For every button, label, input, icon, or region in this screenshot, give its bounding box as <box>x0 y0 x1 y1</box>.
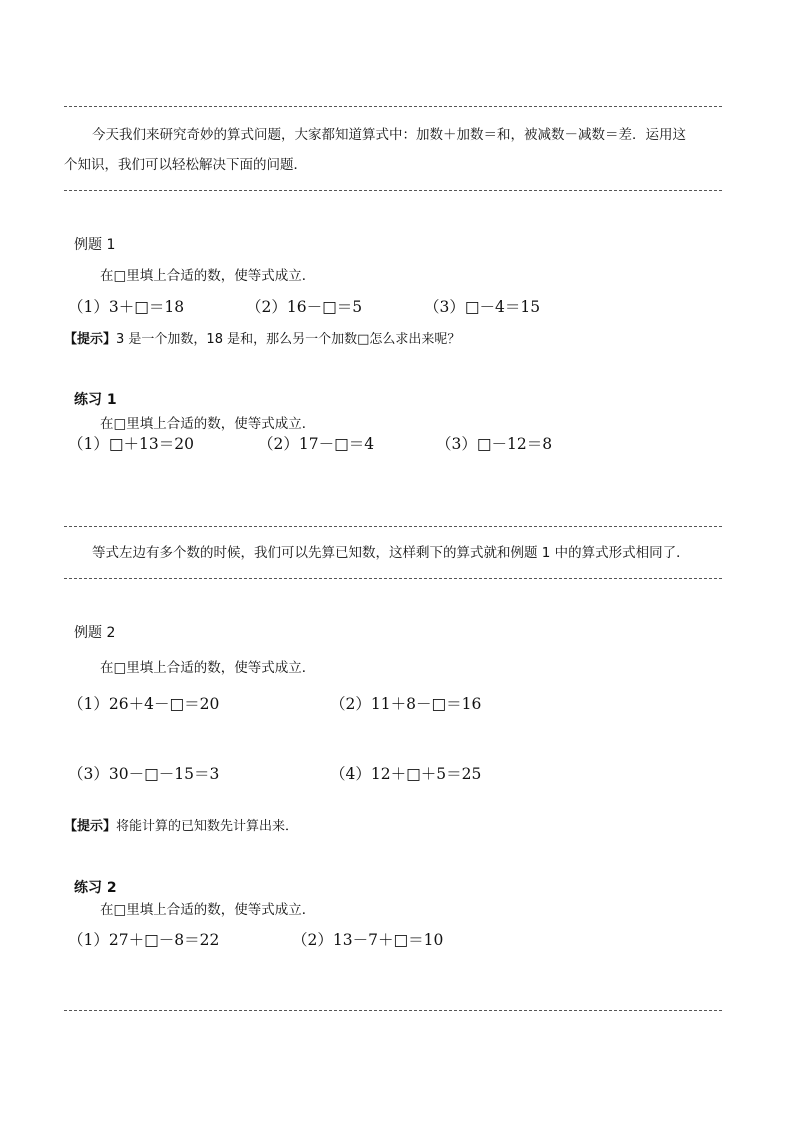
example2-hint-label: 【提示】 <box>64 819 117 834</box>
example2-item-3: （3）30－□－15＝3 <box>68 765 220 783</box>
example1-hint-text: 3 是一个加数，18 是和，那么另一个加数□怎么求出来呢？ <box>116 332 461 347</box>
example2-hint-text: 将能计算的已知数先计算出来． <box>116 819 299 834</box>
intro1-line2: 个知识，我们可以轻松解决下面的问题． <box>64 157 307 173</box>
example2-title: 例题 2 <box>74 625 116 641</box>
divider-top <box>64 106 722 107</box>
example2-item-4: （4）12＋□＋5＝25 <box>330 765 482 783</box>
example2-item-2: （2）11＋8－□＝16 <box>330 695 482 713</box>
divider-intro2-bottom <box>64 578 722 579</box>
practice2-instruction: 在□里填上合适的数，使等式成立． <box>100 902 316 918</box>
example1-instruction: 在□里填上合适的数，使等式成立． <box>100 268 316 284</box>
divider-intro2-top <box>64 526 722 527</box>
example2-instruction: 在□里填上合适的数，使等式成立． <box>100 660 316 676</box>
example1-title: 例题 1 <box>74 237 116 253</box>
example1-item-3: （3）□－4＝15 <box>424 298 541 316</box>
intro1-line1: 今天我们来研究奇妙的算式问题，大家都知道算式中：加数＋加数＝和，被减数－减数＝差．运用这 <box>92 127 686 143</box>
example2-hint <box>64 815 298 834</box>
divider-intro1-bottom <box>64 190 722 191</box>
practice1-item-1: （1）□＋13＝20 <box>68 435 194 453</box>
example2-item-1: （1）26＋4－□＝20 <box>68 695 220 713</box>
practice1-item-3: （3）□－12＝8 <box>436 435 553 453</box>
example1-hint <box>64 328 460 347</box>
practice1-title: 练习 1 <box>74 392 117 408</box>
divider-bottom <box>64 1010 722 1011</box>
practice2-item-1: （1）27＋□－8＝22 <box>68 931 220 949</box>
practice1-instruction: 在□里填上合适的数，使等式成立． <box>100 416 316 432</box>
practice1-item-2: （2）17－□＝4 <box>258 435 375 453</box>
example1-item-1: （1）3＋□＝18 <box>68 298 185 316</box>
example1-hint-label: 【提示】 <box>64 332 117 347</box>
intro2-line1: 等式左边有多个数的时候，我们可以先算已知数，这样剩下的算式就和例题 1 中的算式形式相同了． <box>92 545 690 561</box>
example1-item-2: （2）16－□＝5 <box>246 298 363 316</box>
practice2-item-2: （2）13－7＋□＝10 <box>292 931 444 949</box>
practice2-title: 练习 2 <box>74 880 117 896</box>
